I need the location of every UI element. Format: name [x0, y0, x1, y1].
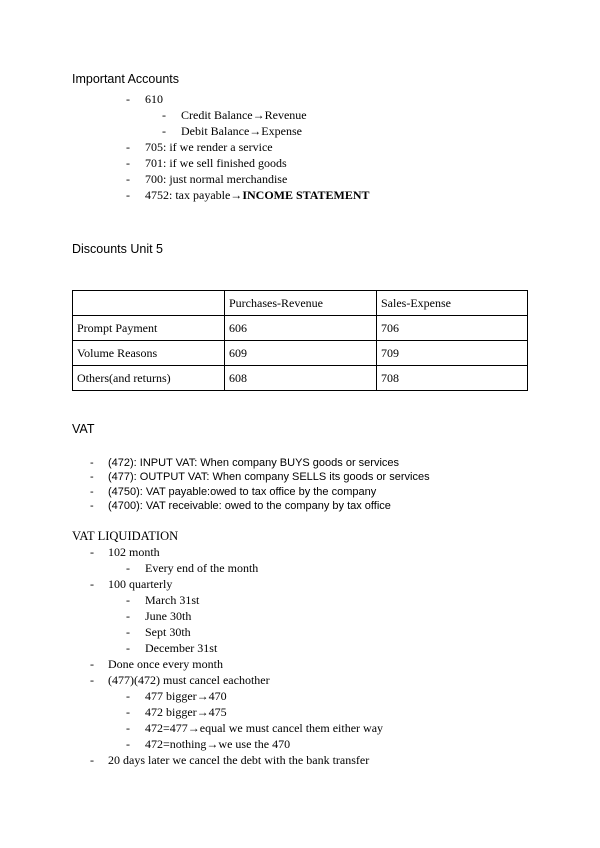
vat-item-477: (477): OUTPUT VAT: When company SELLS its goods or services	[108, 471, 430, 483]
list-item-debit-balance: Debit Balance→Expense	[181, 124, 302, 138]
list-dash: -	[90, 577, 94, 591]
table-header-cell	[73, 291, 225, 316]
list-dash: -	[90, 471, 94, 483]
list-dash: -	[126, 156, 130, 170]
table-header-cell: Purchases-Revenue	[225, 291, 377, 316]
list-dash: -	[90, 753, 94, 767]
table-cell: 609	[225, 341, 377, 366]
list-dash: -	[126, 609, 130, 623]
list-dash: -	[90, 673, 94, 687]
table-header-row	[73, 291, 528, 316]
liq-cancel-sub: 472=477→equal we must cancel them either way	[145, 721, 384, 735]
vat-item-472: (472): INPUT VAT: When company BUYS goods or services	[108, 457, 400, 469]
table-row	[73, 341, 528, 366]
liq-item-100: 100 quarterly	[108, 577, 173, 591]
vat-item-4700: (4700): VAT receivable: owed to the company by tax office	[108, 500, 391, 512]
list-item-credit-balance: Credit Balance→Revenue	[181, 108, 307, 122]
liq-cancel-sub: 472=nothing→we use the 470	[145, 737, 291, 751]
list-item-705: 705: if we render a service	[145, 140, 273, 154]
vat-item-4750: (4750): VAT payable:owed to tax office by the company	[108, 486, 377, 498]
list-dash: -	[126, 188, 130, 202]
liq-cancel-sub: 472 bigger→475	[145, 705, 227, 719]
table-row	[73, 316, 528, 341]
table-cell: 706	[377, 316, 528, 341]
table-cell: Others(and returns)	[73, 366, 225, 391]
discounts-heading: Discounts Unit 5	[72, 242, 164, 256]
income-statement-bold: INCOME STATEMENT	[242, 188, 370, 202]
table-cell: 709	[377, 341, 528, 366]
vat-liquidation-heading: VAT LIQUIDATION	[72, 529, 179, 543]
liq-quarter-date: March 31st	[145, 593, 200, 607]
list-item-700: 700: just normal merchandise	[145, 172, 288, 186]
liq-quarter-date: June 30th	[145, 609, 192, 623]
list-dash: -	[126, 721, 130, 735]
liq-cancel: (477)(472) must cancel eachother	[108, 673, 270, 687]
list-dash: -	[90, 457, 94, 469]
list-dash: -	[162, 108, 166, 122]
liq-item-102: 102 month	[108, 545, 160, 559]
liq-quarter-date: Sept 30th	[145, 625, 191, 639]
list-dash: -	[90, 486, 94, 498]
list-dash: -	[162, 124, 166, 138]
liq-cancel-sub: 477 bigger→470	[145, 689, 227, 703]
table-header-cell: Sales-Expense	[377, 291, 528, 316]
list-dash: -	[126, 140, 130, 154]
list-dash: -	[90, 500, 94, 512]
table-cell: Prompt Payment	[73, 316, 225, 341]
liq-item-102-sub: Every end of the month	[145, 561, 259, 575]
liq-done-monthly: Done once every month	[108, 657, 223, 671]
list-dash: -	[126, 705, 130, 719]
list-item-701: 701: if we sell finished goods	[145, 156, 287, 170]
list-dash: -	[126, 641, 130, 655]
liq-bank-transfer: 20 days later we cancel the debt with the bank transfer	[108, 753, 370, 767]
list-item-4752-text: 4752: tax payable→	[145, 188, 243, 202]
table-cell: Volume Reasons	[73, 341, 225, 366]
list-dash: -	[126, 593, 130, 607]
important-accounts-heading: Important Accounts	[72, 72, 180, 86]
list-dash: -	[126, 172, 130, 186]
table-cell: 708	[377, 366, 528, 391]
list-dash: -	[126, 92, 130, 106]
liq-quarter-date: December 31st	[145, 641, 218, 655]
vat-heading: VAT	[72, 422, 95, 436]
list-dash: -	[126, 737, 130, 751]
table-cell: 608	[225, 366, 377, 391]
list-dash: -	[126, 625, 130, 639]
list-dash: -	[90, 657, 94, 671]
discounts-table	[72, 290, 528, 391]
list-item-4752	[145, 187, 370, 203]
list-dash: -	[126, 561, 130, 575]
table-cell: 606	[225, 316, 377, 341]
list-item-610: 610	[145, 92, 163, 106]
table-row	[73, 366, 528, 391]
list-dash: -	[90, 545, 94, 559]
list-dash: -	[126, 689, 130, 703]
